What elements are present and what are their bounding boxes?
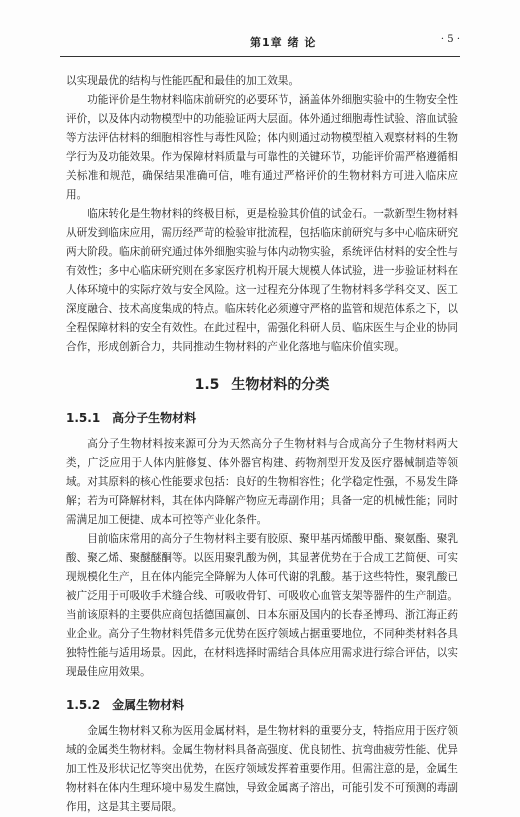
- subsection-title: 金属生物材料: [112, 698, 185, 712]
- section-heading: [66, 375, 458, 395]
- section-number: 1.5: [194, 377, 220, 393]
- page-number: · 5 ·: [440, 34, 460, 45]
- paragraph: 以实现最优的结构与性能匹配和最佳的加工效果。: [66, 75, 300, 87]
- subsection-number: 1.5.1: [66, 411, 101, 425]
- page-body: [66, 72, 458, 817]
- subsection-number: 1.5.2: [66, 698, 101, 712]
- paragraph: 金属生物材料又称为医用金属材料，是生物材料的重要分支，特指应用于医疗领域的金属类生物材料。金属生物材料具备高强度、优良韧性、抗弯曲疲劳性能、优异加工性及形状记忆等突出优势，在医疗领域发挥着重要作用。但需注意的是，金属生物材料在体内生理环境中易发生腐蚀，导致金属离子溶出，可能引发不可预测的毒副作用，这是其主要局限。: [66, 725, 458, 813]
- section-title: 生物材料的分类: [231, 377, 330, 393]
- paragraph: 高分子生物材料按来源可分为天然高分子生物材料与合成高分子生物材料两大类，广泛应用于人体内脏修复、体外器官构建、药物剂型开发及医疗器械制造等领域。对其原料的核心性能要求包括：良好的生物相容性；化学稳定性强，不易发生降解；若为可降解材料，其在体内降解产物应无毒副作用；具备一定的机械性能；同时需满足加工便捷、成本可控等产业化条件。: [66, 438, 458, 526]
- running-header: [60, 30, 460, 57]
- paragraph: 功能评价是生物材料临床前研究的必要环节，涵盖体外细胞实验中的生物安全性评价，以及体内动物模型中的功能验证两大层面。体外通过细胞毒性试验、溶血试验等方法评估材料的细胞相容性与毒性风险；体内则通过动物模型植入观察材料的生物学行为及功能效果。作为保障材料质量与可靠性的关键环节，功能评价需严格遵循相关标准和规范，确保结果准确可信，唯有通过严格评价的生物材料方可进入临床应用。: [66, 94, 458, 201]
- paragraph: 目前临床常用的高分子生物材料主要有胶原、聚甲基丙烯酸甲酯、聚氨酯、聚乳酸、聚乙烯、聚醚醚酮等。以医用聚乳酸为例，其显著优势在于合成工艺简便、可实现规模化生产，且在体内能完全降解为人体可代谢的乳酸。基于这些特性，聚乳酸已被广泛用于可吸收手术缝合线、可吸收骨钉、可吸收心血管支架等器件的生产制造。当前该原料的主要供应商包括德国赢创、日本东丽及国内的长春圣博玛、浙江海正药业企业。高分子生物材料凭借多元优势在医疗领域占据重要地位，不同种类材料各具独特性能与适用场景。因此，在材料选择时需结合具体应用需求进行综合评估，以实现最佳应用效果。: [66, 533, 458, 678]
- chapter-title: 第1章 绪 论: [250, 36, 317, 49]
- subsection-heading: [66, 696, 458, 714]
- subsection-heading: [66, 409, 458, 427]
- subsection-title: 高分子生物材料: [112, 411, 197, 425]
- paragraph: 临床转化是生物材料的终极目标，更是检验其价值的试金石。一款新型生物材料从研发到临床应用，需历经严苛的检验审批流程，包括临床前研究与多中心临床研究两大阶段。临床前研究通过体外细胞实验与体内动物实验，系统评估材料的安全性与有效性；多中心临床研究则在多家医疗机构开展大规模人体试验，进一步验证材料在人体环境中的实际疗效与安全风险。这一过程充分体现了生物材料多学科交叉、医工深度融合、技术高度集成的特点。临床转化必须遵守严格的监管和规范体系之下，以全程保障材料的安全有效性。在此过程中，需强化科研人员、临床医生与企业的协同合作，形成创新合力，共同推动生物材料的产业化落地与临床价值实现。: [66, 208, 458, 353]
